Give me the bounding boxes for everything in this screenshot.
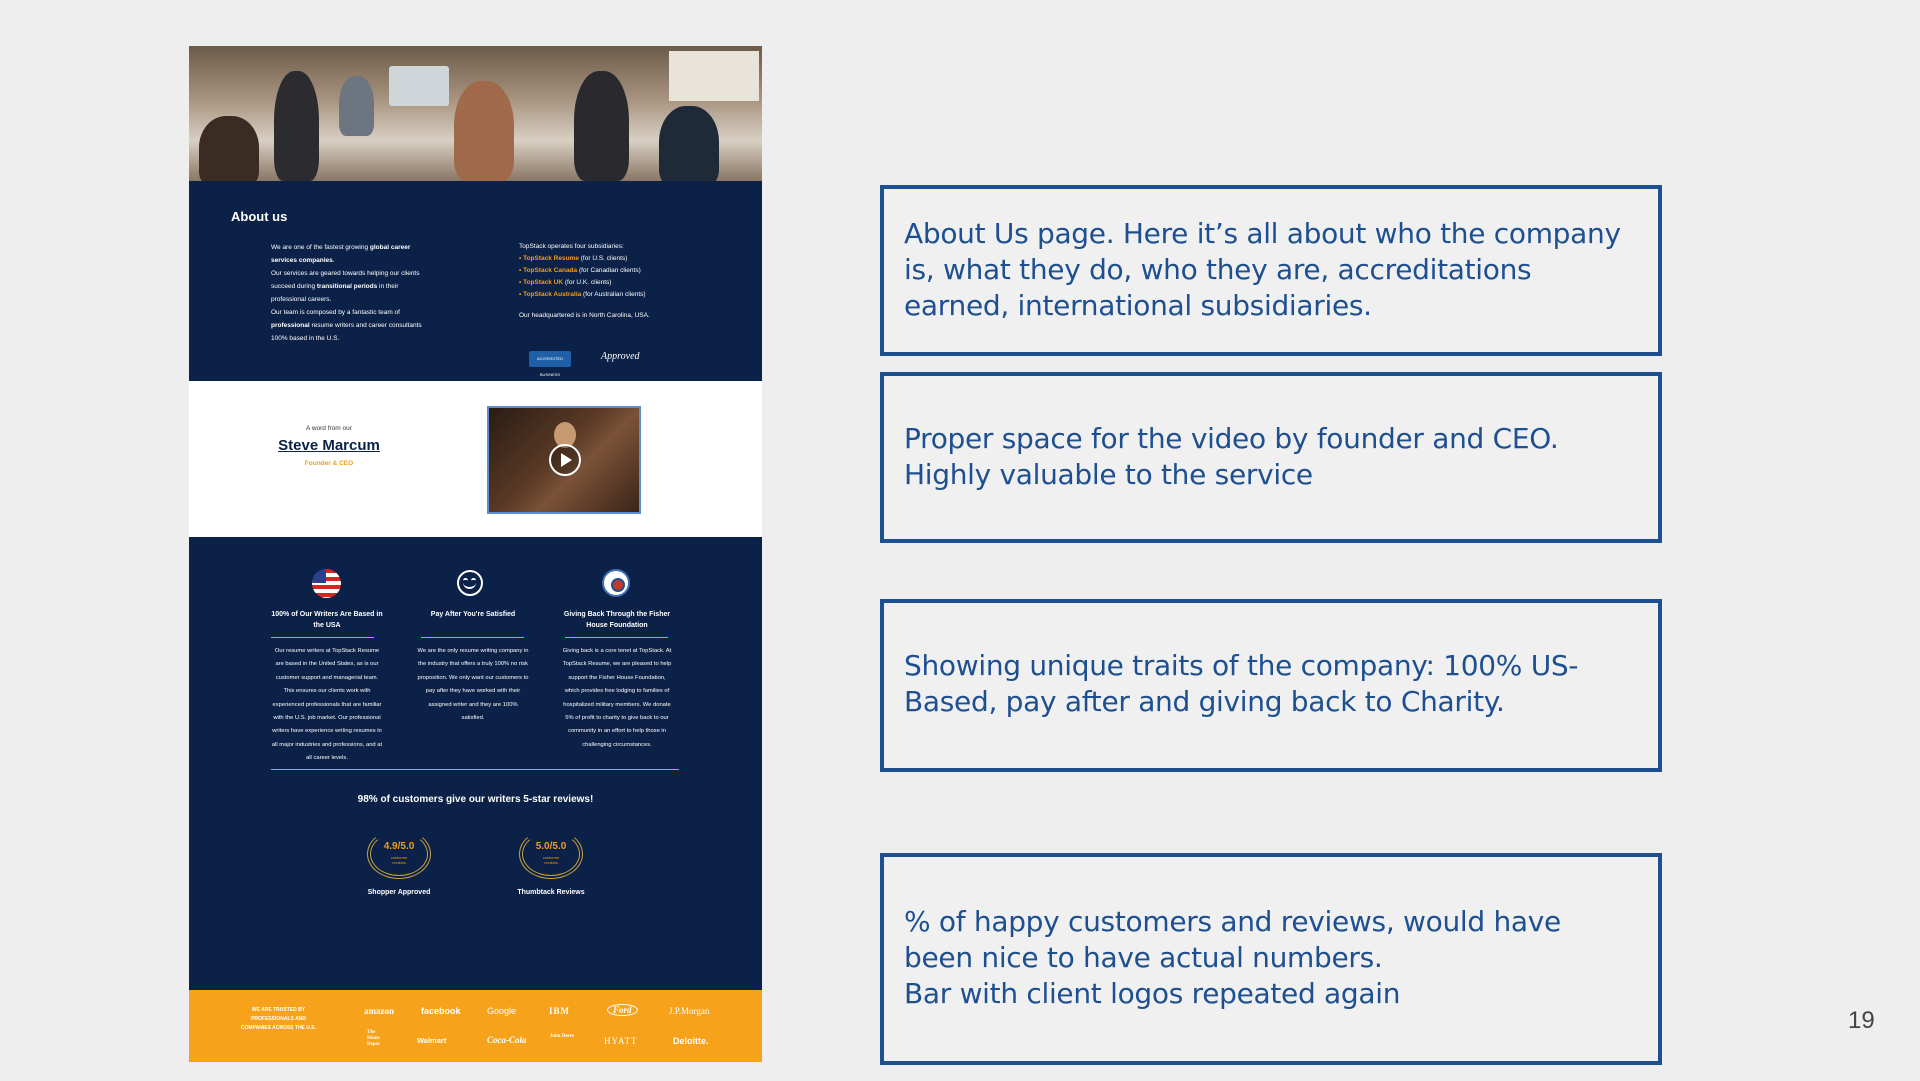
logo-amazon: amazon bbox=[364, 1006, 394, 1016]
callout-video bbox=[880, 372, 1662, 543]
logo-ford: Ford bbox=[607, 1004, 638, 1016]
logo-ibm: IBM bbox=[549, 1006, 570, 1016]
founder-role: Founder & CEO bbox=[304, 460, 354, 467]
us-flag-icon bbox=[312, 569, 341, 598]
page-number: 19 bbox=[1848, 1007, 1875, 1034]
website-screenshot bbox=[189, 46, 762, 1062]
founder-video-section bbox=[189, 381, 762, 537]
review-sub: customer reviews bbox=[390, 855, 408, 865]
client-logos-bar bbox=[189, 990, 762, 1062]
section-divider bbox=[271, 769, 679, 770]
trait-divider bbox=[565, 637, 668, 638]
trait-text: We are the only resume writing company in the industry that offers a truly 100% no risk proposition. We only want our customers to pay after they have worked with their assigned writer and they are 100% satisfied. bbox=[417, 648, 529, 722]
trait-text: Giving back is a core tenet at TopStack. At TopStack Resume, we are pleased to help support the Fisher House Foundation, which provides free lodging to families of hospitalized military members. We donate 5% of profit to charity to give back to our community in an effort to help those in challenging circumstances. bbox=[562, 648, 672, 748]
reviews-heading: 98% of customers give our writers 5-star reviews! bbox=[357, 794, 594, 805]
callout-traits bbox=[880, 599, 1662, 772]
logo-deloitte: Deloitte. bbox=[673, 1036, 709, 1046]
trusted-text: WE ARE TRUSTED BY PROFESSIONALS AND COMPANIES ACROSS THE U.S. bbox=[241, 1007, 317, 1031]
subsidiaries-block bbox=[519, 241, 699, 322]
shopper-approved-badge: Approved bbox=[601, 351, 640, 362]
review-thumbtack bbox=[501, 829, 601, 899]
about-line-1: We are one of the fastest growing global career services companies. bbox=[271, 244, 411, 264]
callout-about-us bbox=[880, 185, 1662, 356]
trait-text: Our resume writers at TopStack Resume are based in the United States, as is our customer support and managerial team. This ensures our clients work with experienced professionals that are familiar with the U.S. job market. Our professional writers have experience writing resumes in all major industries and professions, and at all career levels. bbox=[271, 648, 383, 762]
logo-john-deere: John Deere bbox=[549, 1034, 575, 1039]
logo-google: Google bbox=[487, 1006, 517, 1016]
logo-coca-cola: Coca-Cola bbox=[487, 1035, 527, 1045]
review-sub: customer reviews bbox=[542, 855, 560, 865]
trait-divider bbox=[271, 637, 374, 638]
trait-title: Pay After You're Satisfied bbox=[430, 611, 516, 618]
logo-home-depot: The Home Depot bbox=[367, 1030, 380, 1047]
fisher-house-icon bbox=[602, 569, 630, 597]
about-description bbox=[271, 241, 431, 345]
subsidiary-canada: • TopStack Canada (for Canadian clients) bbox=[519, 267, 641, 274]
subsidiary-us: • TopStack Resume (for U.S. clients) bbox=[519, 255, 628, 262]
hero-office-photo bbox=[189, 46, 762, 181]
trait-divider bbox=[421, 637, 524, 638]
subsidiary-australia: • TopStack Australia (for Australian clients) bbox=[519, 291, 646, 298]
about-line-3: Our team is composed by a fantastic team of professional resume writers and career consultants 100% based in the U.S. bbox=[271, 309, 422, 342]
callout-text: Proper space for the video by founder and CEO. Highly valuable to the service bbox=[904, 422, 1559, 491]
review-label: Thumbtack Reviews bbox=[517, 889, 585, 896]
review-label: Shopper Approved bbox=[367, 889, 431, 896]
callout-reviews bbox=[880, 853, 1662, 1065]
video-player[interactable] bbox=[487, 406, 641, 514]
about-section bbox=[189, 181, 762, 381]
trait-title: 100% of Our Writers Are Based in the USA bbox=[271, 611, 383, 629]
trait-title: Giving Back Through the Fisher House Foundation bbox=[563, 611, 671, 629]
subsidiaries-intro: TopStack operates four subsidiaries: bbox=[519, 243, 624, 250]
laurel-icon bbox=[367, 829, 431, 879]
logo-facebook: facebook bbox=[421, 1006, 461, 1016]
smiley-icon bbox=[457, 570, 483, 596]
traits-section bbox=[189, 537, 762, 990]
review-score: 5.0/5.0 bbox=[535, 841, 567, 852]
logo-walmart: Walmart bbox=[417, 1036, 447, 1045]
about-heading: About us bbox=[231, 209, 288, 224]
video-kicker: A word from our bbox=[306, 425, 352, 432]
review-score: 4.9/5.0 bbox=[383, 841, 415, 852]
founder-name: Steve Marcum bbox=[278, 437, 380, 454]
logo-jpmorgan: J.P.Morgan bbox=[669, 1006, 710, 1016]
laurel-icon bbox=[519, 829, 583, 879]
about-line-2: Our services are geared towards helping our clients succeed during transitional periods in their professional careers. bbox=[271, 270, 420, 303]
headquarters-text: Our headquartered is in North Carolina, USA. bbox=[519, 312, 650, 319]
subsidiary-uk: • TopStack UK (for U.K. clients) bbox=[519, 279, 612, 286]
callout-text: Showing unique traits of the company: 100% US-Based, pay after and giving back to Charity. bbox=[904, 649, 1579, 718]
review-shopper-approved bbox=[349, 829, 449, 899]
logo-hyatt: HYATT bbox=[604, 1036, 638, 1046]
bbb-badge: ACCREDITED BUSINESS bbox=[529, 351, 571, 367]
callout-text: About Us page. Here it’s all about who the company is, what they do, who they are, accreditations earned, international subsidiaries. bbox=[904, 217, 1621, 322]
callout-text: % of happy customers and reviews, would have been nice to have actual numbers. Bar with client logos repeated again bbox=[904, 905, 1561, 1010]
play-icon[interactable] bbox=[549, 444, 581, 476]
